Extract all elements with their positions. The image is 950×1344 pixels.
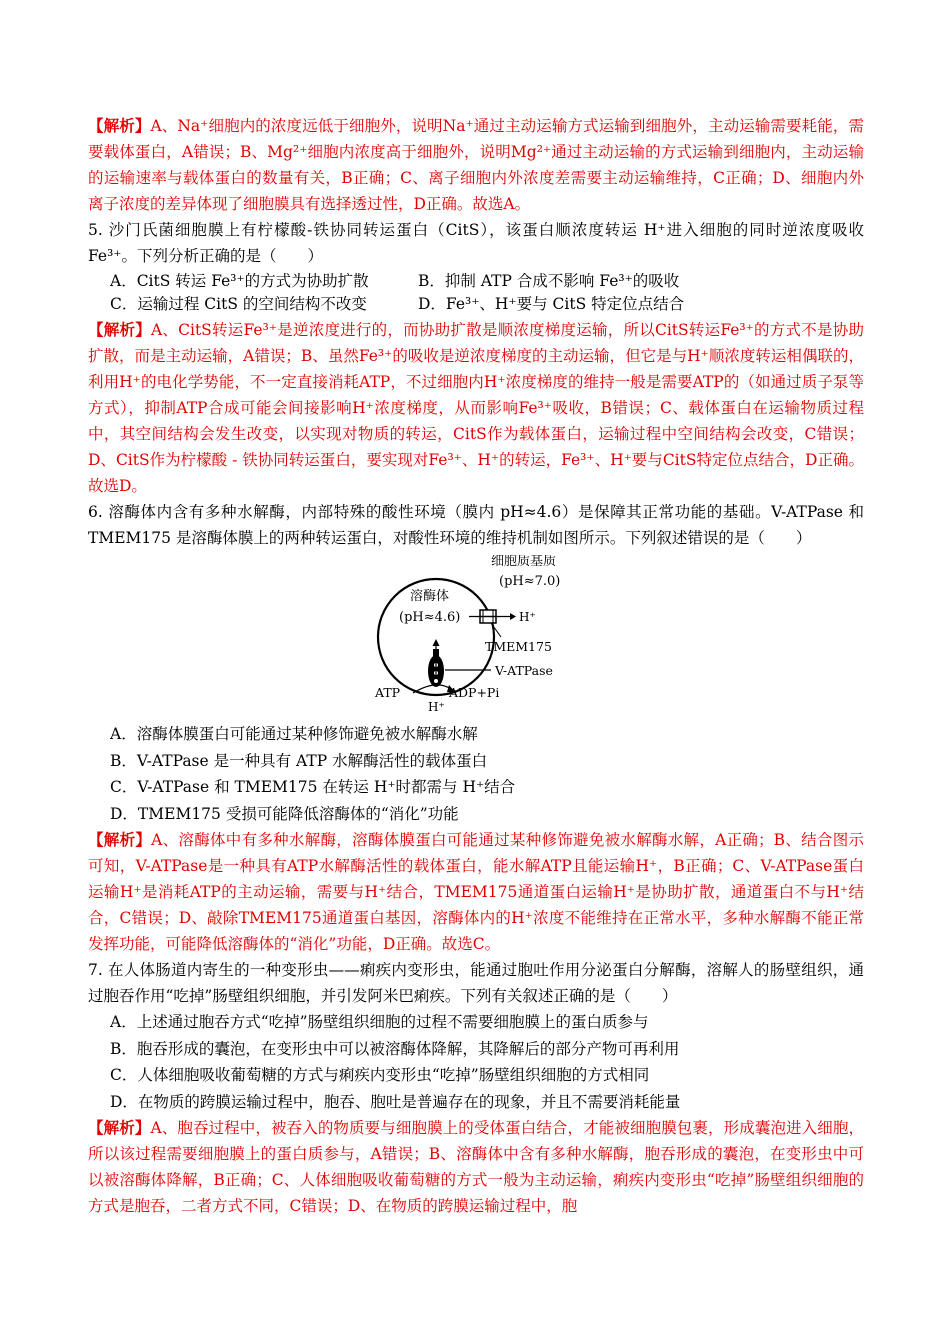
q7-option-b: B．胞吞形成的囊泡，在变形虫中可以被溶酶体降解，其降解后的部分产物可再利用 [110, 1039, 680, 1058]
cytoplasm-ph: (pH≈7.0) [499, 574, 561, 589]
cytoplasm-label: 细胞质基质 [491, 555, 557, 569]
q5-option-d: D．Fe³⁺、H⁺要与 CitS 特定位点结合 [418, 295, 685, 313]
lysosome-ph: (pH≈4.6) [399, 610, 461, 625]
document-page [88, 113, 864, 1219]
q5-option-a: A．CitS 转运 Fe³⁺的方式为协助扩散 [110, 272, 369, 290]
q5-options-row2 [88, 291, 864, 317]
q5-stem: 5. 沙门氏菌细胞膜上有柠檬酸-铁协同转运蛋白（CitS），该蛋白顺浓度转运 H⁺进入细胞的同时逆浓度吸收 Fe³⁺。下列分析正确的是（ ） [88, 221, 864, 265]
q6-analysis-text: A、溶酶体中有多种水解酶，溶酶体膜蛋白可能通过某种修饰避免被水解酶水解，A正确；B、结合图示可知，V-ATPase是一种具有ATP水解酶活性的载体蛋白，能水解ATP且能运输H⁺，B正确；C、V-ATPase蛋白运输H⁺是消耗ATP的主动运输，需要与H⁺结合，TMEM175通道蛋白运输H⁺是协助扩散，通道蛋白不与H⁺结合，C错误；D、敲除TMEM175通道蛋白基因，溶酶体内的H⁺浓度不能维持在正常水平，多种水解酶不能正常发挥功能，可能降低溶酶体的“消化”功能，D正确。故选C。 [88, 831, 864, 953]
q6-options [88, 721, 864, 827]
q6-option-c: C．V-ATPase 和 TMEM175 在转运 H⁺时都需与 H⁺结合 [110, 778, 516, 796]
tmem175-label: TMEM175 [485, 639, 552, 654]
atp-label: ATP [375, 685, 401, 700]
q6-analysis [88, 827, 864, 957]
q7-options [88, 1009, 864, 1115]
analysis-tag: 【解析】 [88, 320, 151, 339]
q4-analysis-text: A、Na⁺细胞内的浓度远低于细胞外，说明Na⁺通过主动运输方式运输到细胞外，主动运输需要耗能，需要载体蛋白，A错误；B、Mg²⁺细胞内浓度高于细胞外，说明Mg²⁺通过主动运输的方式运输到细胞内，主动运输的运输速率与载体蛋白的数量有关，B正确；C、离子细胞内外浓度差需要主动运输维持，C正确；D、细胞内外离子浓度的差异体现了细胞膜具有选择透过性，D正确。故选A。 [88, 117, 864, 213]
q7-option-a: A．上述通过胞吞方式“吃掉”肠壁组织细胞的过程不需要细胞膜上的蛋白质参与 [110, 1013, 649, 1031]
v-atpase-label: V-ATPase [495, 663, 553, 678]
q7-stem: 7. 在人体肠道内寄生的一种变形虫——痢疾内变形虫，能通过胞吐作用分泌蛋白分解酶，溶解人的肠壁组织，通过胞吞作用“吃掉”肠壁组织细胞，并引发阿米巴痢疾。下列有关叙述正确的是（ ） [88, 961, 864, 1005]
hplus-out-label: H⁺ [519, 610, 536, 624]
q7-option-c: C．人体细胞吸收葡萄糖的方式与痢疾内变形虫“吃掉”肠壁组织细胞的方式相同 [110, 1066, 650, 1084]
analysis-tag: 【解析】 [88, 116, 151, 135]
lysosome-figure [88, 555, 864, 715]
q4-analysis [88, 113, 864, 217]
hplus-in-label: H⁺ [428, 700, 445, 714]
q6-stem: 6. 溶酶体内含有多种水解酶，内部特殊的酸性环境（膜内 pH≈4.6）是保障其正常功能的基础。V-ATPase 和 TMEM175 是溶酶体膜上的两种转运蛋白，对酸性环境的维持机制如图所示。下列叙述错误的是（ ） [88, 503, 864, 547]
q5-analysis [88, 317, 864, 499]
lysosome-diagram [373, 555, 593, 715]
q7-option-d: D．在物质的跨膜运输过程中，胞吞、胞吐是普遍存在的现象，并且不需要消耗能量 [110, 1092, 681, 1111]
q6-option-b: B．V-ATPase 是一种具有 ATP 水解酶活性的载体蛋白 [110, 751, 488, 770]
adp-label: ADP+Pi [449, 685, 500, 700]
q7-analysis-text: A、胞吞过程中，被吞入的物质要与细胞膜上的受体蛋白结合，才能被细胞膜包裹，形成囊泡进入细胞，所以该过程需要细胞膜上的蛋白质参与，A错误；B、溶酶体中含有多种水解酶，胞吞形成的囊泡，在变形虫中可以被溶酶体降解，B正确；C、人体细胞吸收葡萄糖的方式一般为主动运输，痢疾内变形虫“吃掉”肠壁组织细胞的方式是胞吞，二者方式不同，C错误；D、在物质的跨膜运输过程中，胞 [88, 1119, 864, 1215]
lysosome-label: 溶酶体 [410, 589, 450, 604]
q7-analysis [88, 1115, 864, 1219]
q5-options-row1 [88, 269, 864, 291]
q5-option-b: B．抑制 ATP 合成不影响 Fe³⁺的吸收 [418, 272, 680, 290]
analysis-tag: 【解析】 [88, 1118, 151, 1137]
q5-analysis-text: A、CitS转运Fe³⁺是逆浓度进行的，而协助扩散是顺浓度梯度运输，所以CitS转运Fe³⁺的方式不是协助扩散，而是主动运输，A错误；B、虽然Fe³⁺的吸收是逆浓度梯度的主动运输，但它是与H⁺顺浓度转运相偶联的，利用H⁺的电化学势能，不一定直接消耗ATP，不过细胞内H⁺浓度梯度的维持一般是需要ATP的（如通过质子泵等方式），抑制ATP合成可能会间接影响H⁺浓度梯度，从而影响Fe³⁺吸收，B错误；C、载体蛋白在运输物质过程中，其空间结构会发生改变，以实现对物质的转运，CitS作为载体蛋白，运输过程中空间结构会改变，C错误；D、CitS作为柠檬酸 - 铁协同转运蛋白，要实现对Fe³⁺、H⁺的转运，Fe³⁺、H⁺要与CitS特定位点结合，D正确。故选D。 [88, 321, 864, 495]
q5-option-c: C．运输过程 CitS 的空间结构不改变 [110, 295, 367, 313]
q6-option-d: D．TMEM175 受损可能降低溶酶体的“消化”功能 [110, 804, 459, 823]
analysis-tag: 【解析】 [88, 830, 152, 849]
q6-option-a: A．溶酶体膜蛋白可能通过某种修饰避免被水解酶水解 [110, 725, 478, 743]
